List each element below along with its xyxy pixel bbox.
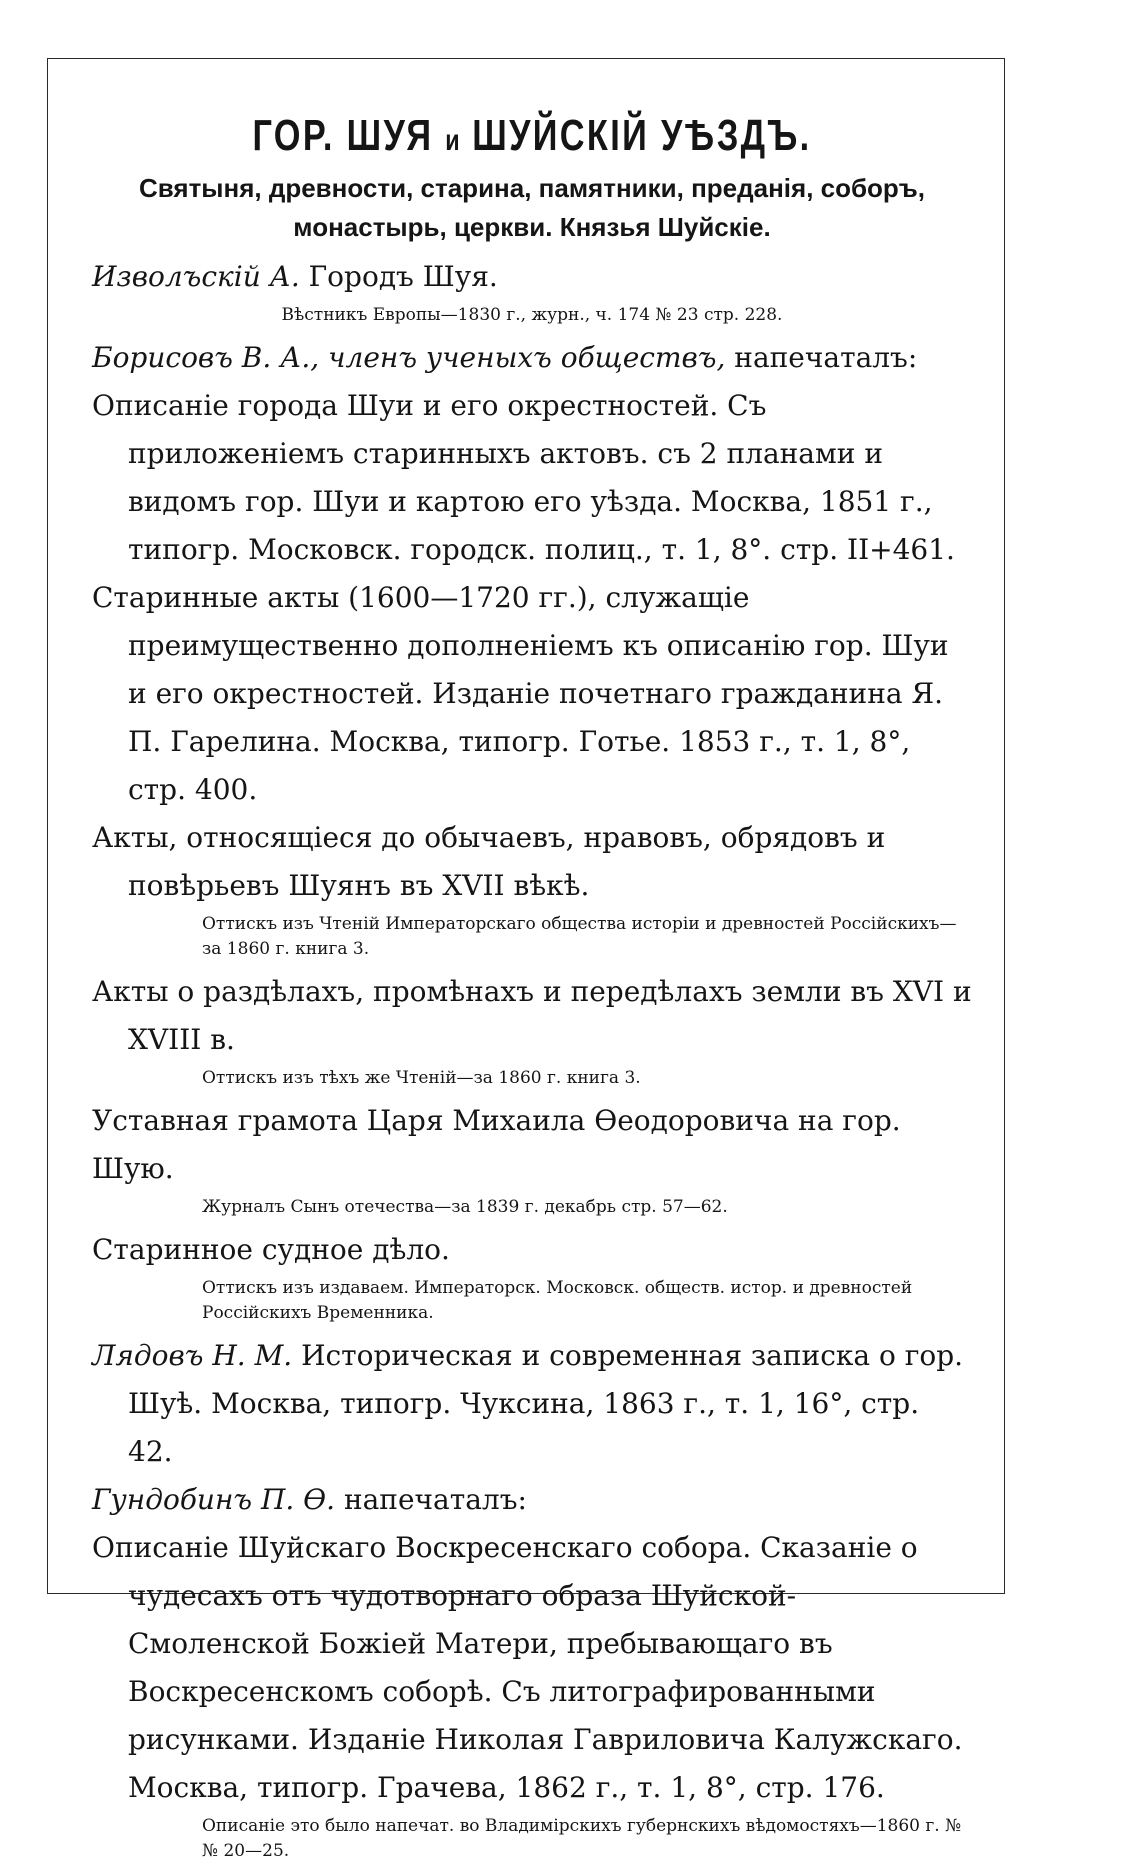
entry-7: Старинное судное дѣло. (92, 1232, 450, 1266)
entry-text: Городъ Шуя. (308, 259, 498, 293)
page-title (189, 110, 875, 163)
entry-6: Уставная грамота Царя Михаила Ѳеодоровича на гор. Шую. (92, 1103, 901, 1185)
entry-text: напечаталъ: (343, 1482, 527, 1516)
title-rest: ШУЙСКІЙ УѢЗДЪ. (472, 111, 812, 160)
entry-1 (92, 334, 972, 382)
entry-text: напечаталъ: (734, 340, 918, 374)
entry-author-extra: членъ ученыхъ обществъ, (328, 340, 726, 374)
entry-note: Оттискъ изъ Чтеній Императорскаго общества исторіи и древностей Россійскихъ—за 1860 г. книга 3. (202, 913, 957, 959)
entry-3: Старинные акты (1600—1720 гг.), служащіе преимущественно дополненіемъ къ описанію гор. Шуи и его окрестностей. Изданіе почетнаго гражданина Я. П. Гарелина. Москва, типогр. Готье. 1853 г., т. 1, 8°, стр. 400. (92, 580, 949, 806)
entry-note: Оттискъ изъ тѣхъ же Чтеній—за 1860 г. книга 3. (202, 1067, 641, 1088)
entry-9 (92, 1476, 972, 1524)
entry-author: Борисовъ В. А., (92, 340, 320, 374)
entry-note: Вѣстникъ Европы—1830 г., журн., ч. 174 № 23 стр. 228. (281, 304, 783, 325)
entry-5: Акты о раздѣлахъ, промѣнахъ и передѣлахъ земли въ XVI и XVIII в. (92, 974, 972, 1056)
title-main: ГОР. ШУЯ (252, 111, 434, 160)
entry-text: Историческая и современная записка о гор. Шуѣ. Москва, типогр. Чуксина, 1863 г., т. 1, 16°, стр. 42. (128, 1338, 964, 1468)
entry-0 (92, 253, 972, 301)
document-page (92, 110, 972, 1870)
entry-author: Гундобинъ П. Ѳ. (92, 1482, 336, 1516)
entry-note: Описаніе это было напечат. во Владимірскихъ губернскихъ вѣдомостяхъ—1860 г. №№ 20—25. (202, 1815, 962, 1861)
entry-note: Журналъ Сынъ отечества—за 1839 г. декабрь стр. 57—62. (202, 1196, 728, 1217)
title-and: и (445, 124, 461, 157)
entry-2: Описаніе города Шуи и его окрестностей. Съ приложеніемъ старинныхъ актовъ. съ 2 планами и видомъ гор. Шуи и картою его уѣзда. Москва, 1851 г., типогр. Московск. городск. полиц., т. 1, 8°. стр. II+461. (92, 388, 955, 566)
entry-author: Лядовъ Н. М. (92, 1338, 293, 1372)
entry-8 (92, 1332, 972, 1476)
subtitle: Святыня, древности, старина, памятники, преданія, соборъ, монастырь, церкви. Князья Шуйскіе. (138, 172, 925, 242)
entry-10: Описаніе Шуйскаго Воскресенскаго собора. Сказаніе о чудесахъ отъ чудотворнаго образа Шуйской-Смоленской Божіей Матери, пребывающаго въ Воскресенскомъ соборѣ. Съ литографированными рисунками. Изданіе Николая Гавриловича Калужскаго. Москва, типогр. Грачева, 1862 г., т. 1, 8°, стр. 176. (92, 1530, 963, 1804)
entry-note: Оттискъ изъ издаваем. Императорск. Московск. обществ. истор. и древностей Россійскихъ Временника. (202, 1277, 913, 1323)
entry-4: Акты, относящіеся до обычаевъ, нравовъ, обрядовъ и повѣрьевъ Шуянъ въ XVII вѣкѣ. (92, 820, 886, 902)
entry-author: Изволъскій А. (92, 259, 300, 293)
